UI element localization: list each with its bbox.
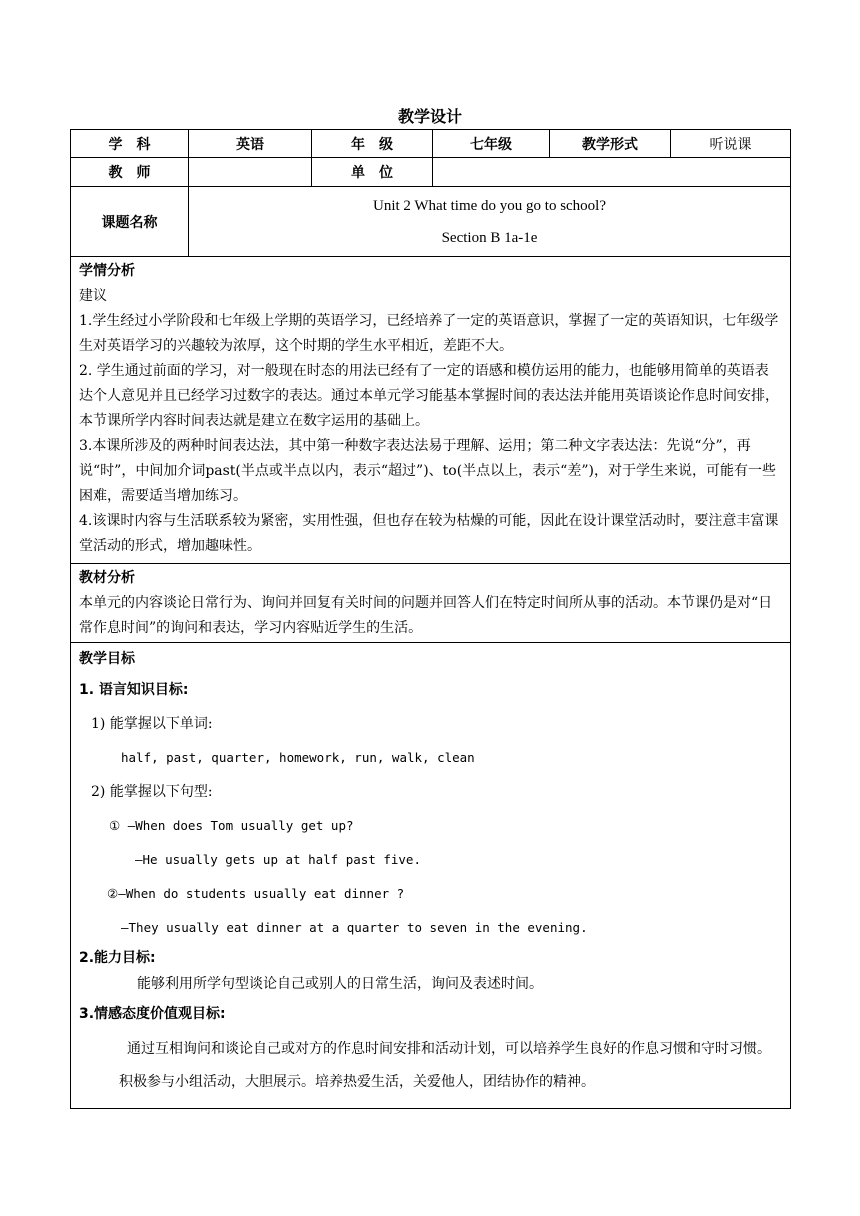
sentence-answer-1: —He usually gets up at half past five. bbox=[135, 852, 421, 867]
learner-analysis-line: 2. 学生通过前面的学习，对一般现在时态的用法已经有了一定的语感和模仿运用的能力，也能够用简单的英语表达个人意见并且已经学习过数字的表达。通过本单元学习能基本掌握时间的表达法并能用英语谈论作息时间安排，本节课所学内容时间表达就是建立在数字运用的基础上。 bbox=[79, 363, 779, 429]
material-analysis-text: 本单元的内容谈论日常行为、询问并回复有关时间的问题并回答人们在特定时间所从事的活动。本节课仍是对“日常作息时间”的询问和表达，学习内容贴近学生的生活。 bbox=[79, 595, 773, 636]
sentence-subtitle: 2) 能掌握以下句型: bbox=[91, 784, 213, 800]
sentence-question-1: ① —When does Tom usually get up? bbox=[109, 818, 354, 833]
unit-value bbox=[433, 158, 791, 187]
row-teacher bbox=[71, 158, 791, 187]
topic-label: 课题名称 bbox=[71, 187, 189, 257]
learner-analysis-line: 4.该课时内容与生活联系较为紧密，实用性强，但也存在较为枯燥的可能，因此在设计课堂活动时，要注意丰富课堂活动的形式，增加趣味性。 bbox=[79, 513, 779, 554]
subject-value: 英语 bbox=[189, 130, 312, 158]
grade-label: 年 级 bbox=[312, 130, 433, 158]
objectives-section bbox=[71, 643, 791, 1109]
row-topic bbox=[71, 187, 791, 257]
topic-line-2: Section B 1a-1e bbox=[441, 229, 538, 246]
affect-objective-text-1-content: 通过互相询问和谈论自己或对方的作息时间安排和活动计划，可以培养学生良好的作息习惯和守时习惯。 bbox=[127, 1041, 771, 1057]
vocabulary-subtitle: 1) 能掌握以下单词: bbox=[91, 716, 213, 732]
row-objectives bbox=[71, 643, 791, 1109]
ability-objective-text: 能够利用所学句型谈论自己或别人的日常生活，询问及表述时间。 bbox=[137, 976, 543, 992]
learner-analysis-heading: 学情分析 bbox=[79, 263, 135, 279]
row-learner-analysis bbox=[71, 257, 791, 564]
sentence-answer-2: —They usually eat dinner at a quarter to seven in the evening. bbox=[121, 920, 588, 935]
learner-analysis-line: 3.本课所涉及的两种时间表达法，其中第一种数字表达法易于理解、运用；第二种文字表达法：先说“分”，再说“时”，中间加介词past(半点或半点以内，表示“超过”)、to(半点以上，表示“差”)，对于学生来说，可能有一些困难，需要适当增加练习。 bbox=[79, 438, 776, 504]
document-title: 教学设计 bbox=[397, 107, 462, 126]
unit-label: 单 位 bbox=[312, 158, 433, 187]
grade-value: 七年级 bbox=[433, 130, 550, 158]
teaching-form-label: 教学形式 bbox=[550, 130, 671, 158]
affect-objective-text-2: 积极参与小组活动，大胆展示。培养热爱生活，关爱他人，团结协作的精神。 bbox=[119, 1074, 595, 1090]
affect-objective-title: 3.情感态度价值观目标: bbox=[79, 1006, 226, 1022]
learner-analysis-section bbox=[71, 257, 791, 564]
row-subject bbox=[71, 130, 791, 158]
subject-label: 学 科 bbox=[71, 130, 189, 158]
language-objective-title: 1. 语言知识目标: bbox=[79, 682, 189, 698]
row-material-analysis bbox=[71, 564, 791, 643]
learner-analysis-line: 1.学生经过小学阶段和七年级上学期的英语学习，已经培养了一定的英语意识，掌握了一定的英语知识，七年级学生对英语学习的兴趣较为浓厚，这个时期的学生水平相近，差距不大。 bbox=[79, 313, 779, 354]
material-analysis-section bbox=[71, 564, 791, 643]
sentence-question-2: ②—When do students usually eat dinner ? bbox=[107, 886, 405, 901]
teacher-label: 教 师 bbox=[71, 158, 189, 187]
topic-line-1: Unit 2 What time do you go to school? bbox=[372, 197, 607, 214]
material-analysis-heading: 教材分析 bbox=[79, 570, 135, 586]
topic-value bbox=[189, 187, 791, 257]
affect-objective-text-1 bbox=[79, 1031, 782, 1067]
objectives-heading: 教学目标 bbox=[79, 651, 135, 667]
teacher-value bbox=[189, 158, 312, 187]
ability-objective-title: 2.能力目标: bbox=[79, 950, 156, 966]
learner-analysis-line: 建议 bbox=[79, 288, 107, 304]
lesson-plan-table bbox=[70, 129, 791, 1109]
teaching-form-value: 听说课 bbox=[671, 130, 791, 158]
vocabulary-words: half, past, quarter, homework, run, walk, clean bbox=[121, 750, 475, 765]
